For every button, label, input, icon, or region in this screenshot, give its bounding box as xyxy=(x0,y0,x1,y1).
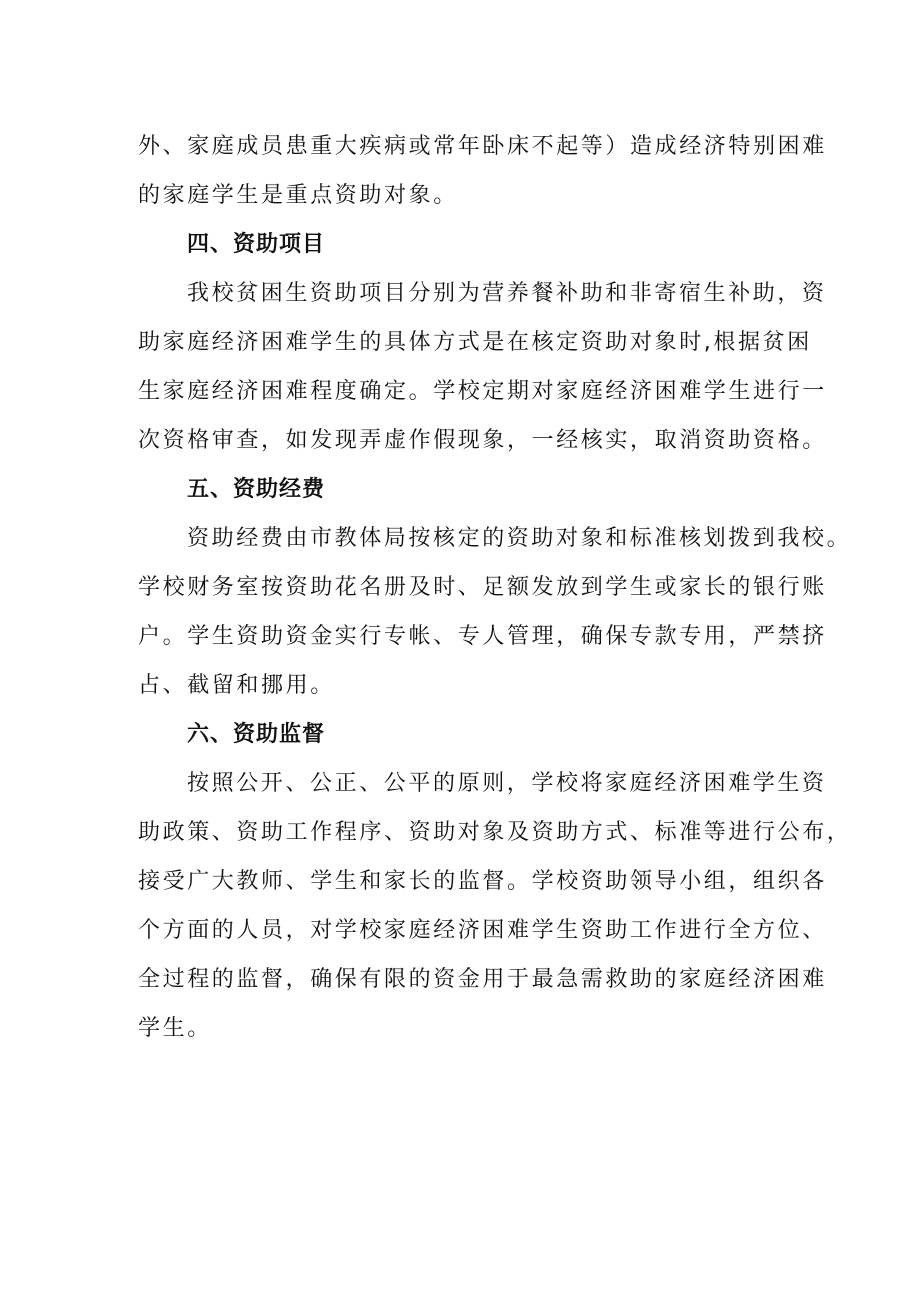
paragraph-line: 次资格审查，如发现弄虚作假现象，一经核实，取消资助资格。 xyxy=(138,428,827,453)
paragraph-line: 资助经费由市教体局按核定的资助对象和标准核划拨到我校。 xyxy=(187,526,852,551)
section-heading-6: 六、资助监督 xyxy=(187,722,326,747)
paragraph-line: 占、截留和挪用。 xyxy=(138,673,335,698)
paragraph-line: 户。学生资助资金实行专帐、专人管理，确保专款专用，严禁挤 xyxy=(138,624,827,649)
paragraph-line: 的家庭学生是重点资助对象。 xyxy=(138,183,458,208)
paragraph-line: 接受广大教师、学生和家长的监督。学校资助领导小组，组织各 xyxy=(138,869,827,894)
paragraph-line: 全过程的监督，确保有限的资金用于最急需救助的家庭经济困难 xyxy=(138,967,827,992)
paragraph-line: 外、家庭成员患重大疾病或常年卧床不起等）造成经济特别困难 xyxy=(138,134,827,159)
paragraph-line: 生家庭经济困难程度确定。学校定期对家庭经济困难学生进行一 xyxy=(138,379,827,404)
section-heading-4: 四、资助项目 xyxy=(187,232,326,257)
paragraph-line: 按照公开、公正、公平的原则，学校将家庭经济困难学生资 xyxy=(187,771,827,796)
paragraph-line: 个方面的人员，对学校家庭经济困难学生资助工作进行全方位、 xyxy=(138,918,827,943)
section-heading-5: 五、资助经费 xyxy=(187,477,326,502)
paragraph-line: 助家庭经济困难学生的具体方式是在核定资助对象时,根据贫困 xyxy=(138,330,812,355)
paragraph-line: 学校财务室按资助花名册及时、足额发放到学生或家长的银行账 xyxy=(138,575,827,600)
paragraph-line: 我校贫困生资助项目分别为营养餐补助和非寄宿生补助，资 xyxy=(187,281,827,306)
paragraph-line: 学生。 xyxy=(138,1016,212,1041)
paragraph-line: 助政策、资助工作程序、资助对象及资助方式、标准等进行公布， xyxy=(138,820,852,845)
